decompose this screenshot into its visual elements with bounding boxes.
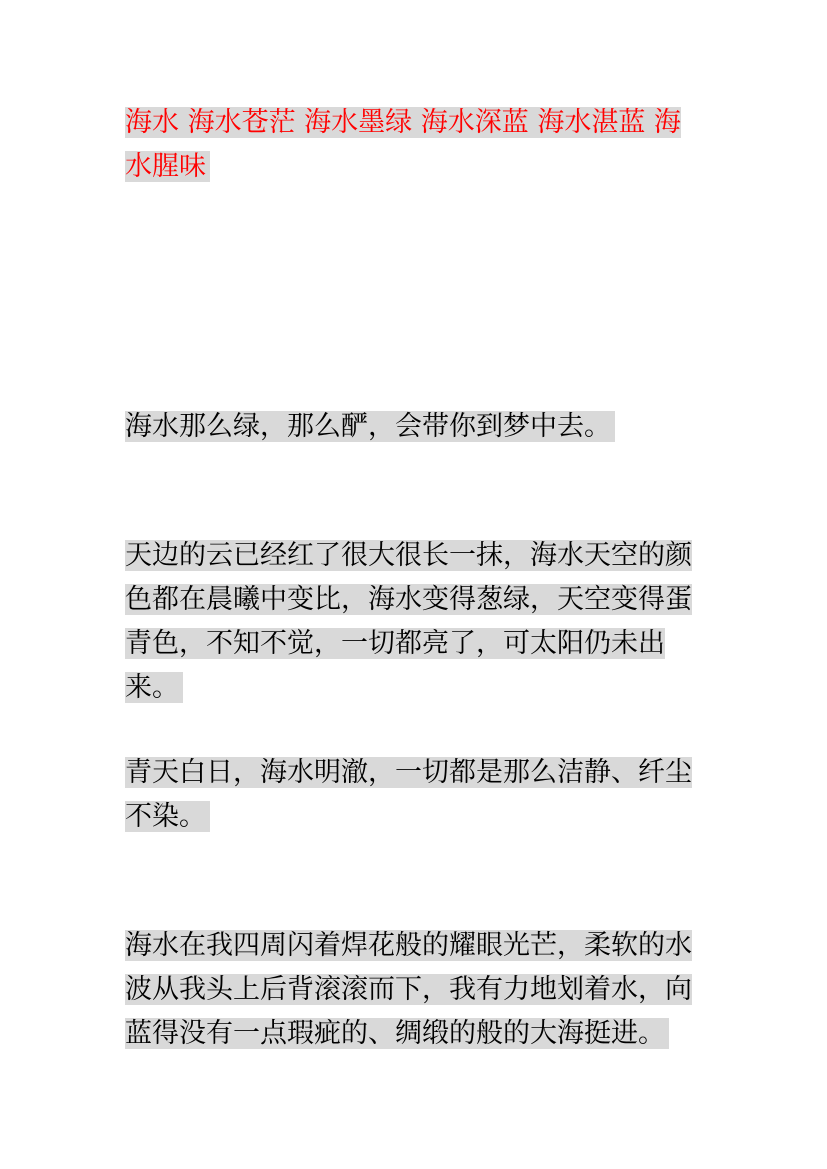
paragraph-4: [125, 924, 705, 1056]
paragraph-text: 海水在我四周闪着焊花般的耀眼光芒，柔软的水波从我头上后背滚滚而下，我有力地划着水，向蓝得没有一点瑕疵的、绸缎的般的大海挺进。: [125, 930, 692, 1049]
title-text: 海水 海水苍茫 海水墨绿 海水深蓝 海水湛蓝 海水腥味: [125, 107, 681, 182]
paragraph-1: [125, 405, 705, 449]
paragraph-text: 青天白日，海水明澈，一切都是那么洁静、纤尘不染。: [125, 757, 692, 832]
paragraph-3: [125, 751, 705, 839]
title-line: [125, 101, 705, 189]
paragraph-text: 天边的云已经红了很大很长一抹，海水天空的颜色都在晨曦中变比，海水变得葱绿，天空变得蛋青色，不知不觉，一切都亮了，可太阳仍未出来。: [125, 540, 692, 703]
paragraph-2: [125, 534, 705, 710]
paragraph-text: 海水那么绿，那么酽，会带你到梦中去。: [125, 411, 615, 442]
